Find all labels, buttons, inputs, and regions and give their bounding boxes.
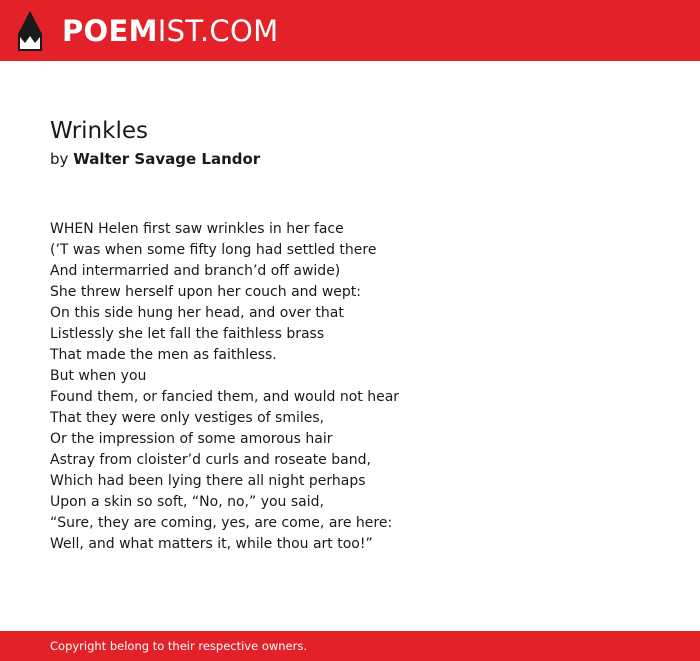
poem-title: Wrinkles: [50, 118, 148, 144]
copyright-text: Copyright belong to their respective owners.: [50, 639, 308, 653]
site-footer: [0, 631, 700, 661]
poem-line: That made the men as faithless.: [50, 347, 277, 363]
poem-line: Which had been lying there all night perhaps: [50, 473, 366, 489]
poem-line: She threw herself upon her couch and wept:: [50, 284, 362, 300]
poem-line: “Sure, they are coming, yes, are come, are here:: [50, 515, 393, 531]
poem-line: Astray from cloister’d curls and roseate band,: [50, 452, 371, 468]
poem-line: Well, and what matters it, while thou art too!”: [50, 536, 373, 552]
site-header: [0, 0, 700, 61]
brand-strong: POEM: [62, 14, 158, 48]
poem-line: Found them, or fancied them, and would not hear: [50, 389, 400, 405]
poem-line: And intermarried and branch’d off awide): [50, 263, 341, 279]
poem-line: That they were only vestiges of smiles,: [50, 410, 325, 426]
poem-line: Listlessly she let fall the faithless brass: [50, 326, 325, 342]
poem-body: [50, 219, 670, 555]
poem-line: Upon a skin so soft, “No, no,” you said,: [50, 494, 324, 510]
site-logo-text[interactable]: [62, 11, 278, 51]
poem-line: WHEN Helen first saw wrinkles in her face: [50, 221, 344, 237]
pencil-icon[interactable]: [17, 10, 43, 52]
poem-line: On this side hung her head, and over that: [50, 305, 344, 321]
brand-light: IST.COM: [157, 14, 279, 48]
poem-author: Walter Savage Landor: [73, 150, 261, 168]
poem-line: (’T was when some fifty long had settled there: [50, 242, 377, 258]
poem-line: But when you: [50, 368, 147, 384]
byline-prefix: by: [50, 150, 69, 168]
poem-line: Or the impression of some amorous hair: [50, 431, 333, 447]
poem-byline: [50, 148, 260, 170]
